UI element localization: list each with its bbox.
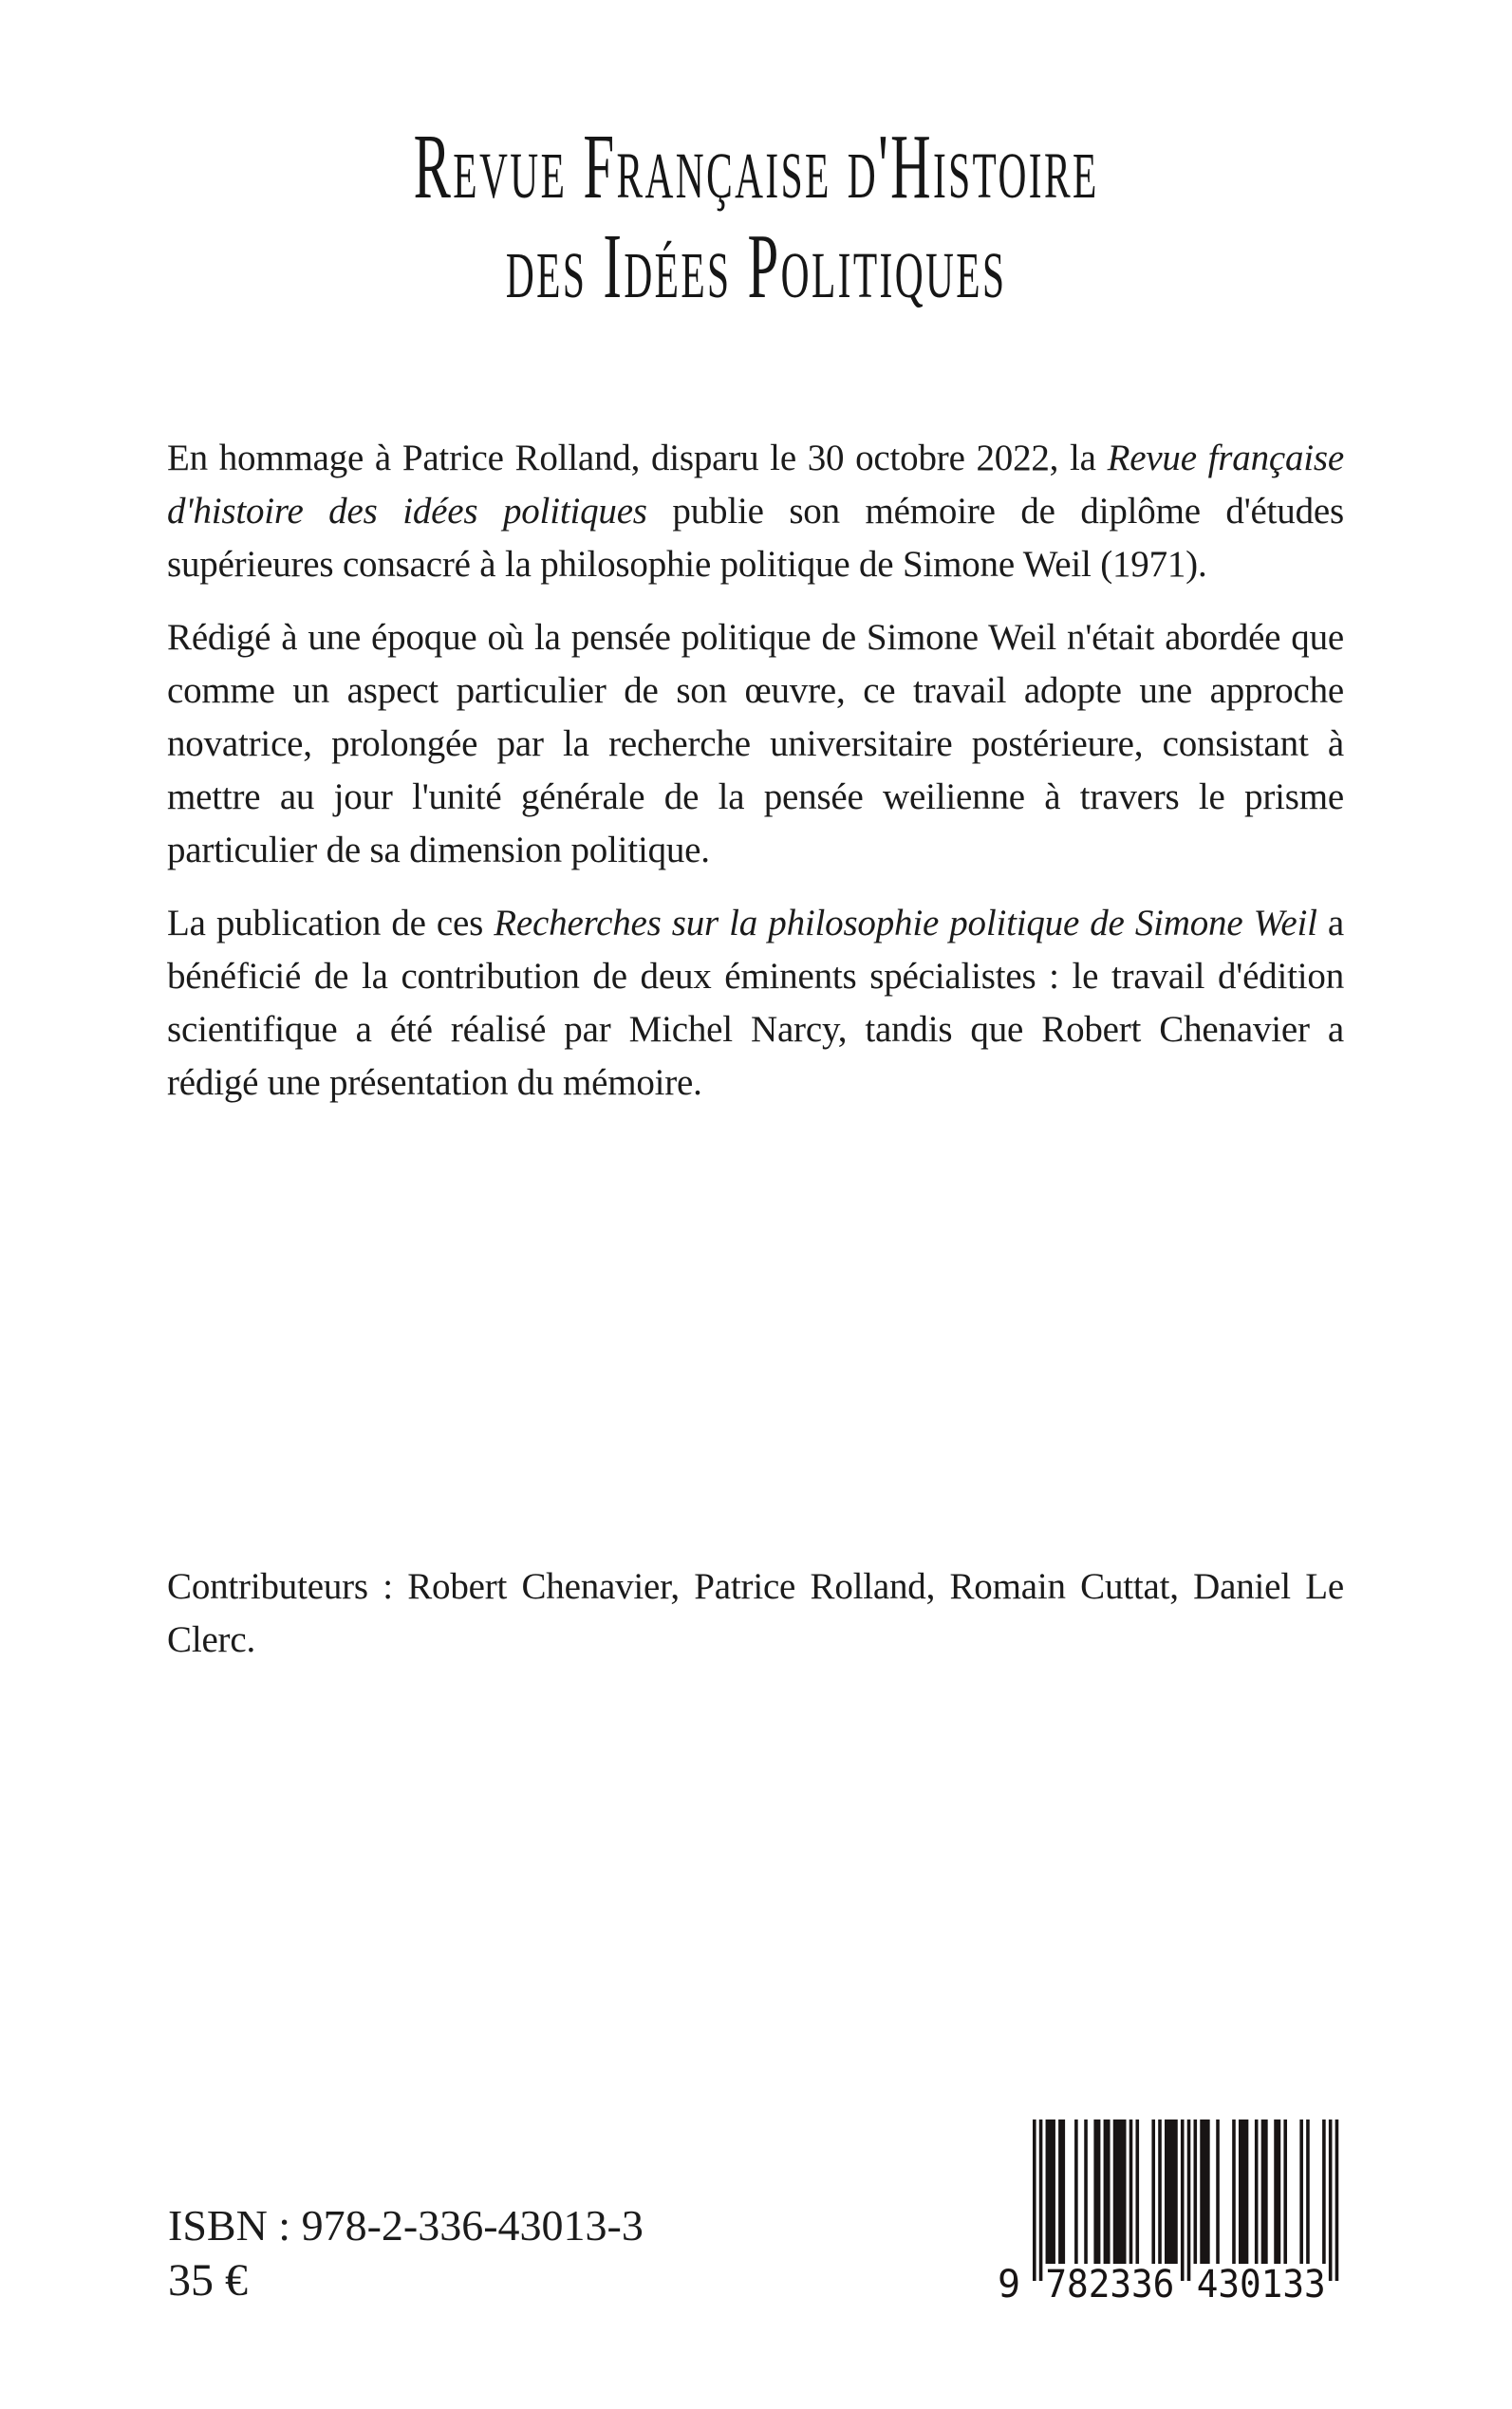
price-text: 35 €	[168, 2255, 248, 2306]
ean13-barcode	[990, 2120, 1341, 2305]
barcode-digits-left: 782336	[1045, 2263, 1175, 2305]
synopsis	[167, 432, 1344, 1130]
synopsis-paragraph-1	[167, 432, 1344, 591]
barcode-digit-lead: 9	[998, 2263, 1021, 2305]
italic-run: Revue française d'histoire des idées politiques	[167, 438, 1344, 532]
text-run: En hommage à Patrice Rolland, disparu le 30 octobre 2022, la	[167, 438, 1108, 478]
journal-title-line-1	[0, 118, 1512, 217]
journal-title-line-1-text: Revue Française d'Histoire	[413, 116, 1099, 218]
text-run: Rédigé à une époque où la pensée politique de Simone Weil n'était abordée que comme un aspect particulier de son œuvre, ce travail adopte une approche novatrice, prolongée par la recherche universitaire postérieure, consistant à mettre au jour l'unité générale de la pensée weilienne à travers le prisme particulier de sa dimension politique.	[167, 617, 1344, 870]
synopsis-paragraph-2	[167, 611, 1344, 877]
journal-title	[0, 118, 1512, 317]
text-run: a bénéficié de la contribution de deux éminents spécialistes : le travail d'édition scientifique a été réalisé par Michel Narcy, tandis que Robert Chenavier a rédigé une présentation du mémoire.	[167, 903, 1344, 1103]
isbn-text: ISBN : 978-2-336-43013-3	[168, 2201, 644, 2250]
text-run: Contributeurs : Robert Chenavier, Patrice Rolland, Romain Cuttat, Daniel Le Clerc.	[167, 1566, 1344, 1660]
text-run: La publication de ces	[167, 903, 495, 943]
barcode-digits-right: 430133	[1196, 2263, 1326, 2305]
contributors-line	[167, 1560, 1344, 1667]
text-run: publie son mémoire de diplôme d'études supérieures consacré à la philosophie politique de Simone Weil (1971).	[167, 491, 1344, 585]
journal-title-line-2-text: des Idées Politiques	[505, 215, 1007, 318]
italic-run: Recherches sur la philosophie politique de Simone Weil	[494, 903, 1317, 943]
journal-title-line-2	[0, 217, 1512, 317]
synopsis-paragraph-3	[167, 897, 1344, 1110]
